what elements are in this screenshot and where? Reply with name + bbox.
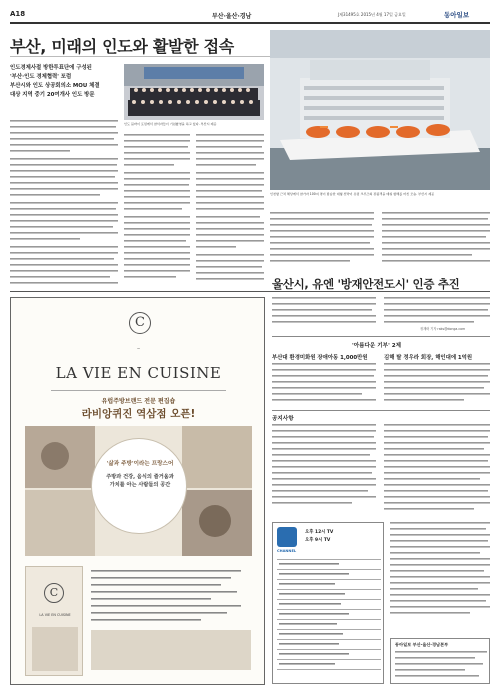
tv-schedule-lines (277, 559, 381, 679)
contact-box (390, 638, 490, 684)
lead-line-4: 대상 지역 중기 20여개사 인도 방문 (10, 92, 95, 98)
ad-tagline: 유럽주방브랜드 전문 편집숍 (101, 398, 176, 405)
ad-side-label: LA VIE EN CUISINE (39, 613, 71, 617)
ship-photo-caption: 인천항 근처 해상에서 참가자 100여 명이 탑승한 대형 선박이 유럽 크루즈의 관광객을 태워 항해를 마친 모습. 부산시 제공 (270, 192, 435, 196)
group-photo-image (124, 64, 264, 120)
ad-side-image (32, 627, 78, 671)
group-photo-caption: 인도 뭄바이 포럼에서 참석자들이 기념촬영을 하고 있다. 부산시 제공 (124, 122, 217, 126)
brand-logo-icon: C (129, 312, 151, 334)
ad-circle-title: '삶과 주방'이라는 프랑스어 (106, 461, 174, 467)
channel-logo-icon (277, 527, 297, 547)
page-header (10, 8, 490, 22)
ad-rule (51, 390, 226, 391)
lead-line-1: 인도경제사절 방한투표단에 구성된 (10, 65, 92, 71)
tv-schedule-box (272, 522, 384, 684)
notice-title: 공지사항 (272, 416, 294, 422)
divider-2 (272, 336, 490, 337)
main-headline: 부산, 미래의 인도와 활발한 접속 (10, 37, 234, 56)
ad-info-lines (91, 568, 251, 674)
page-number: A18 (10, 10, 26, 18)
notice-body (272, 424, 490, 516)
donation-text-lines (272, 363, 490, 405)
ad-side-card (25, 566, 83, 676)
divider-3 (272, 410, 490, 411)
tv-time-1: 오후 12시 TV (305, 530, 334, 535)
misc-column (390, 522, 490, 632)
lead-line-3: 부산시와 인도 상공회의소 MOU 체결 (10, 83, 100, 89)
contact-text-lines (395, 651, 487, 681)
body-column-3 (270, 212, 490, 272)
contact-lines (395, 651, 487, 681)
newspaper-logo: 동아일보 (444, 11, 470, 19)
body-text-lines-3 (270, 212, 490, 272)
side-logo-icon: C (44, 583, 64, 603)
tv-schedule-list (277, 559, 381, 679)
donation-body (272, 363, 490, 405)
article2-byline: 정재락 기자 raks@donga.com (420, 327, 466, 331)
misc-text-lines (390, 522, 490, 632)
donation-sub-2: 김해 탈 정우라 회장, 해인대에 1억원 (384, 355, 473, 361)
channel-label: CHANNEL (277, 549, 297, 553)
ad-tagline-small: ~ (136, 346, 141, 351)
body-column-2 (124, 134, 264, 288)
ad-box (10, 297, 265, 685)
ad-brand-name: LA VIE EN CUISINE (55, 364, 222, 382)
body-text-lines-2 (124, 134, 264, 288)
tv-time-2: 오후 9시 TV (305, 538, 331, 543)
ad-circle-line-2: 가치를 아는 사람들의 공간 (109, 482, 171, 488)
group-photo (124, 64, 264, 120)
ad-headline: 라비앙퀴진 역삼점 오픈! (81, 408, 196, 420)
body-text-lines (10, 120, 118, 288)
ship-photo (270, 30, 490, 190)
lead-block (10, 64, 118, 100)
date-line: J제31495호 2015년 4월 17일 금요일 (338, 12, 406, 17)
section-label: 부산·울산·경남 (212, 13, 252, 20)
lead-line-2: '부산·인도 경제협력' 포럼 (10, 74, 72, 80)
ad-circle (91, 438, 187, 534)
header-rule (10, 22, 490, 24)
body-column-1 (10, 120, 118, 288)
donation-title: '아름다운 기부' 2제 (352, 343, 402, 349)
notice-text-lines (272, 424, 490, 516)
ship-photo-image (270, 30, 490, 190)
article2-title: 울산시, 유엔 '방재안전도시' 인증 추진 (272, 277, 460, 291)
ad-circle-line-1: 주방과 건강, 음식의 즐거움과 (106, 474, 174, 480)
donation-sub-1: 부산대 환경미화원 장애아동 1,000만원 (272, 355, 368, 361)
contact-title: 동아일보 부산·울산·경남본부 (395, 642, 449, 647)
ad-info-block (91, 568, 251, 674)
